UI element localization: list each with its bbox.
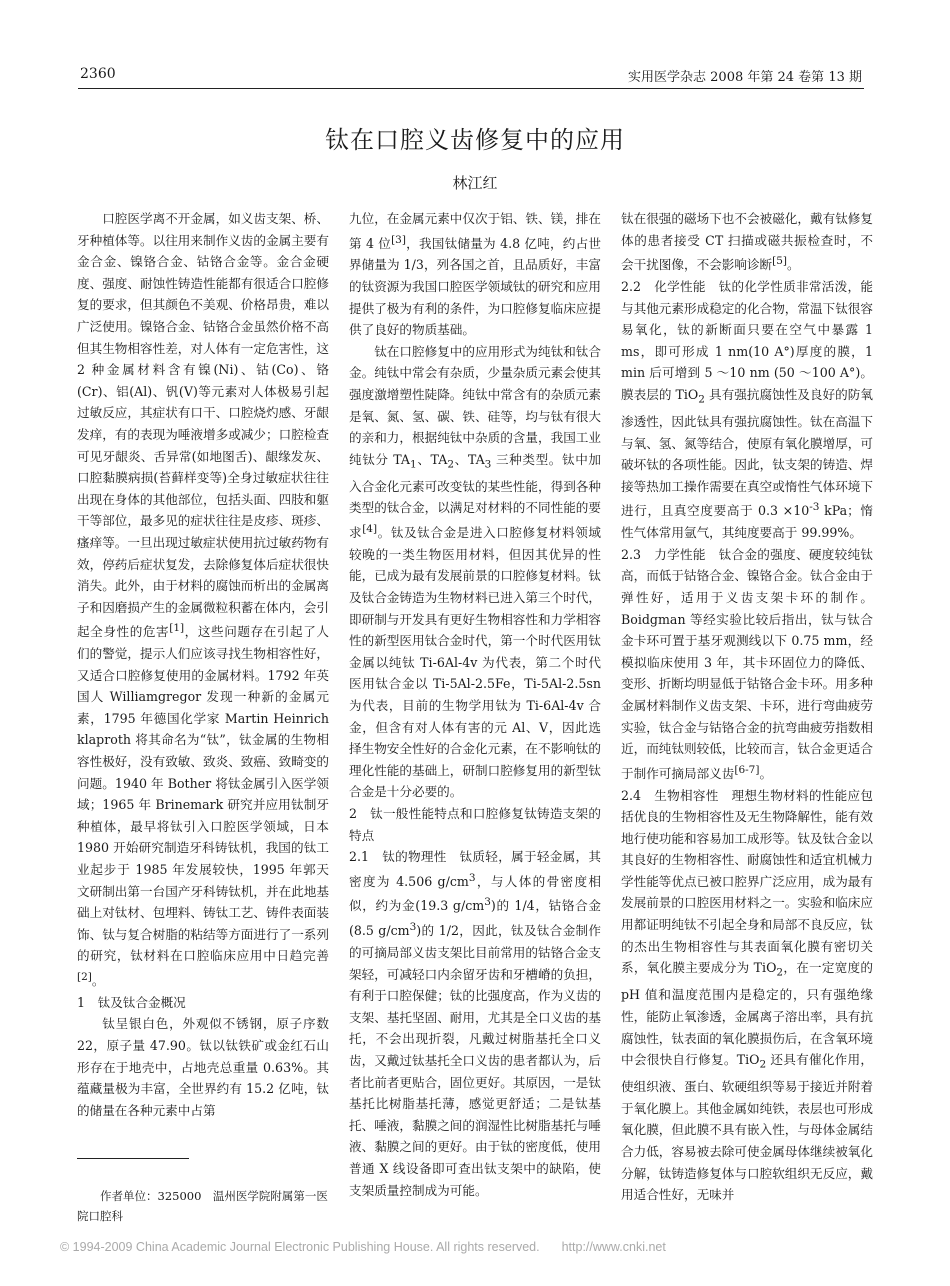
paragraph: 2.1 钛的物理性 钛质轻，属于轻金属，其密度为 4.506 $g/cm^3$，与人体的骨密度相似，约为金(19.3 $g/cm^3$)的 1/4，钴铬合金(8.5 $g/cm^3$)的 1/2，因此，钛及钛合金制作的可摘局部义齿支架比目前常用的钴铬合金支架轻，可减轻口内余留牙齿和牙槽嵴的负担，有利于口腔保健；钛的比强度高，作为义齿的支架、基托坚固、耐用，尤其是全口义齿的基托，不会出现折裂，凡戴过树脂基托全口义齿，又戴过钛基托全口义齿的患者都认为，后者比前者更贴合，固位更好。其原因，一是钛基托比树脂基托薄，感觉更舒适；二是钛基托、唾液，黏膜之间的润湿性比树脂基托与唾液、黏膜之间的更好。由于钛的密度低，使用普通 X 线设备即可查出钛支架中的缺陷，使支架质量控制成为可能。 xyxy=(349,849,601,1198)
copyright-footer xyxy=(60,1240,666,1254)
author-affiliation: 作者单位：325000 温州医学院附属第一医院口腔科 xyxy=(77,1189,328,1223)
paragraph: 钛在很强的磁场下也不会被磁化，戴有钛修复体的患者接受 CT 扫描或磁共振检查时，不会干扰图像，不会影响诊断[5]。 xyxy=(621,211,873,273)
footer-url: http://www.cnki.net xyxy=(561,1240,666,1254)
article-author: 林江红 xyxy=(452,174,498,192)
paragraph: 钛呈银白色，外观似不锈钢，原子序数 22，原子量 47.90。钛以钛铁矿或金红石山形存在于地壳中，占地壳总重量 0.63%。其蕴藏量极为丰富，全世界约有 15.2 亿吨，钛的储量在各种元素中占第 xyxy=(77,1016,329,1118)
footnote-rule xyxy=(77,1158,189,1159)
column-3 xyxy=(621,208,873,1206)
journal-header: 实用医学杂志 2008 年第 24 卷第 13 期 xyxy=(628,70,862,85)
column-2 xyxy=(349,208,601,1201)
section-heading: 2 钛一般性能特点和口腔修复钛铸造支架的特点 xyxy=(349,805,601,843)
section-heading: 1 钛及钛合金概况 xyxy=(77,994,186,1010)
paragraph: 2.4 生物相容性 理想生物材料的性能应包括优良的生物相容性及无生物降解性，能有效地行使功能和容易加工成形等。钛及钛合金以其良好的生物相容性、耐腐蚀性和适宜机械力学性能等优点已被口腔界广泛应用，成为最有发展前景的口腔医用材料之一。实验和临床应用都证明纯钛不引起全身和局部不良反应，钛的杰出生物相容性与其表面氧化膜有密切关系，氧化膜主要成分为 TiO$_2$，在一定宽度的 pH 值和温度范围内是稳定的，只有强绝缘性，能防止氧渗透，金属离子溶出率，具有抗腐蚀性，钛表面的氧化膜损伤后，在含氧环境中会很快自行修复。TiO$_2$ 还具有催化作用，使组织液、蛋白、软硬组织等易于接近并附着于氧化膜上。其他金属如纯铁，表层也可形成氧化膜，但此膜不具有嵌入性，与母体金属结合力低，容易被去除可使金属母体继续被氧化分解，钛铸造修复体与口腔软组织无反应，戴用适合性好，无味并 xyxy=(621,787,873,1203)
page-number: 2360 xyxy=(80,66,116,82)
paragraph: 九位，在金属元素中仅次于铝、铁、镁，排在第 4 位[3]，我国钛储量为 4.8 亿吨，约占世界储量为 1/3，列各国之首，且品质好，丰富的钛资源为我国口腔医学领域钛的研究和应用提供了极为有利的条件，为口腔修复临床应提供了良好的物质基础。 xyxy=(349,211,601,338)
paragraph: 钛在口腔修复中的应用形式为纯钛和钛合金。纯钛中常会有杂质，少量杂质元素会使其强度激增塑性陡降。纯钛中常含有的杂质元素是氧、氮、氢、碳、铁、硅等，均与钛有很大的亲和力，根据纯钛中杂质的含量，我国工业纯钛分 $TA_1$、$TA_2$、$TA_3$ 三种类型。钛中加入合金化元素可改变钛的某些性能，得到各种类型的钛合金，以满足对材料的不同性能的要求[4]。钛及钛合金是进入口腔修复材料领域较晚的一类生物医用材料，但因其优异的性能，已成为最有发展前景的口腔修复材料。钛及钛合金铸造为生物材料已进入第三个时代，即研制与开发具有更好生物相容性和力学相容性的新型医用钛合金时代，第一个时代医用钛金属以纯钛 Ti-6Al-4v 为代表，第二个时代医用钛合金以 Ti-5Al-2.5Fe，Ti-5Al-2.5sn 为代表，目前的生物学用钛为 Ti-6Al-4v 合金，但含有对人体有害的元 Al、V，因此选择生物安全性好的合金化元素，在不影响钛的理化性能的基础上，研制口腔修复用的新型钛合金是十分必要的。 xyxy=(349,343,602,800)
paragraph: 2.2 化学性能 钛的化学性质非常活泼，能与其他元素形成稳定的化合物，常温下钛很容易氧化，钛的新断面只要在空气中暴露 1 ms，即可形成 1 nm(10 A°)厚度的膜，1 min 后可增到 5 ～10 nm (50 ～100 A°)。膜表层的 TiO$_2$ 具有强抗腐蚀性及良好的防氧渗透性，因此钛具有强抗腐蚀性。钛在高温下与氧、氢、氮等结合，使原有氧化膜增厚，可破坏钛的各项性能。因此，钛支架的铸造、焊接等热加工操作需要在真空或惰性气体环境下进行，且真空度要高于 $0.3 \times 10^{-3}$ kPa；惰性气体常用氩气，其纯度要高于 99.99%。 xyxy=(621,278,873,541)
article-title: 钛在口腔义齿修复中的应用 xyxy=(325,126,625,154)
copyright-text: © 1994-2009 China Academic Journal Electronic Publishing House. All rights reserved. xyxy=(60,1240,540,1254)
column-1 xyxy=(77,208,329,1121)
paragraph: 2.3 力学性能 钛合金的强度、硬度较纯钛高，而低于钴铬合金、镍铬合金。钛合金由于弹性好，适用于义齿支架卡环的制作。Boidgman 等经实验比较后指出，钛与钛合金卡环可置于基牙观测线以下 0.75 mm，经模拟临床使用 3 年，其卡环固位力的降低、变形、折断均明显低于钴铬合金卡环。用多种金属材料制作义齿支架、卡环，进行弯曲疲劳实验，钛合金与钴铬合金的抗弯曲疲劳指数相近，而纯钛则较低，比较而言，钛合金更适合于制作可摘局部义齿[6-7]。 xyxy=(621,546,873,781)
header-rule xyxy=(78,88,864,89)
paragraph: 口腔医学离不开金属，如义齿支架、桥、牙种植体等。以往用来制作义齿的金属主要有金合金、镍铬合金、钴铬合金等。金合金硬度、强度、耐蚀性铸造性能都有很适合口腔修复的要求，但其颜色不美观、价格昂贵，难以广泛使用。镍铬合金、钴铬合金虽然价格不高但其生物相容性差，对人体有一定危害性，这 2 种金属材料含有镍(Ni)、钴(Co)、铬(Cr)、铝(Al)、钒(V)等元素对人体极易引起过敏反应，其症状有口干、口腔烧灼感、牙龈发痒，有的表现为唾液增多或减少；口腔检查可见牙龈炎、舌异常(如地图舌)、龈缘发灰、口腔黏膜病损(苔藓样变等)全身过敏症状往往出现在身体的其他部位，包括头面、四肢和躯干等部位，最多见的症状往往是皮疹、斑疹、瘙痒等。一旦出现过敏症状使用抗过敏药物有效，停药后症状复发，去除修复体后症状很快消失。此外，由于材料的腐蚀而析出的金属离子和因磨损产生的金属微粒积蓄在体内，会引起全身性的危害[1]，这些问题存在引起了人们的警觉，提示人们应该寻找生物相容性好，又适合口腔修复使用的金属材料。1792 年英国人 Williamgregor 发现一种新的金属元素，1795 年德国化学家 Martin Heinrich klaproth 将其命名为“钛”，钛金属的生物相容性极好，没有致敏、致炎、致癌、致畸变的问题。1940 年 Bother 将钛金属引入医学领域；1965 年 Brinemark 研究并应用钛制牙种植体，最早将钛引入口腔医学领域，日本 1980 开始研究制造牙科铸钛机，我国的钛工业起步于 1985 年发展较快，1995 年郭天文研制出第一台国产牙科铸钛机，并在此地基础上对钛材、包埋料、铸钛工艺、铸件表面装饰、钛与复合树脂的粘结等方面进行了一系列的研究，钛材料在口腔临床应用中日趋完善[2]。 xyxy=(77,211,330,989)
